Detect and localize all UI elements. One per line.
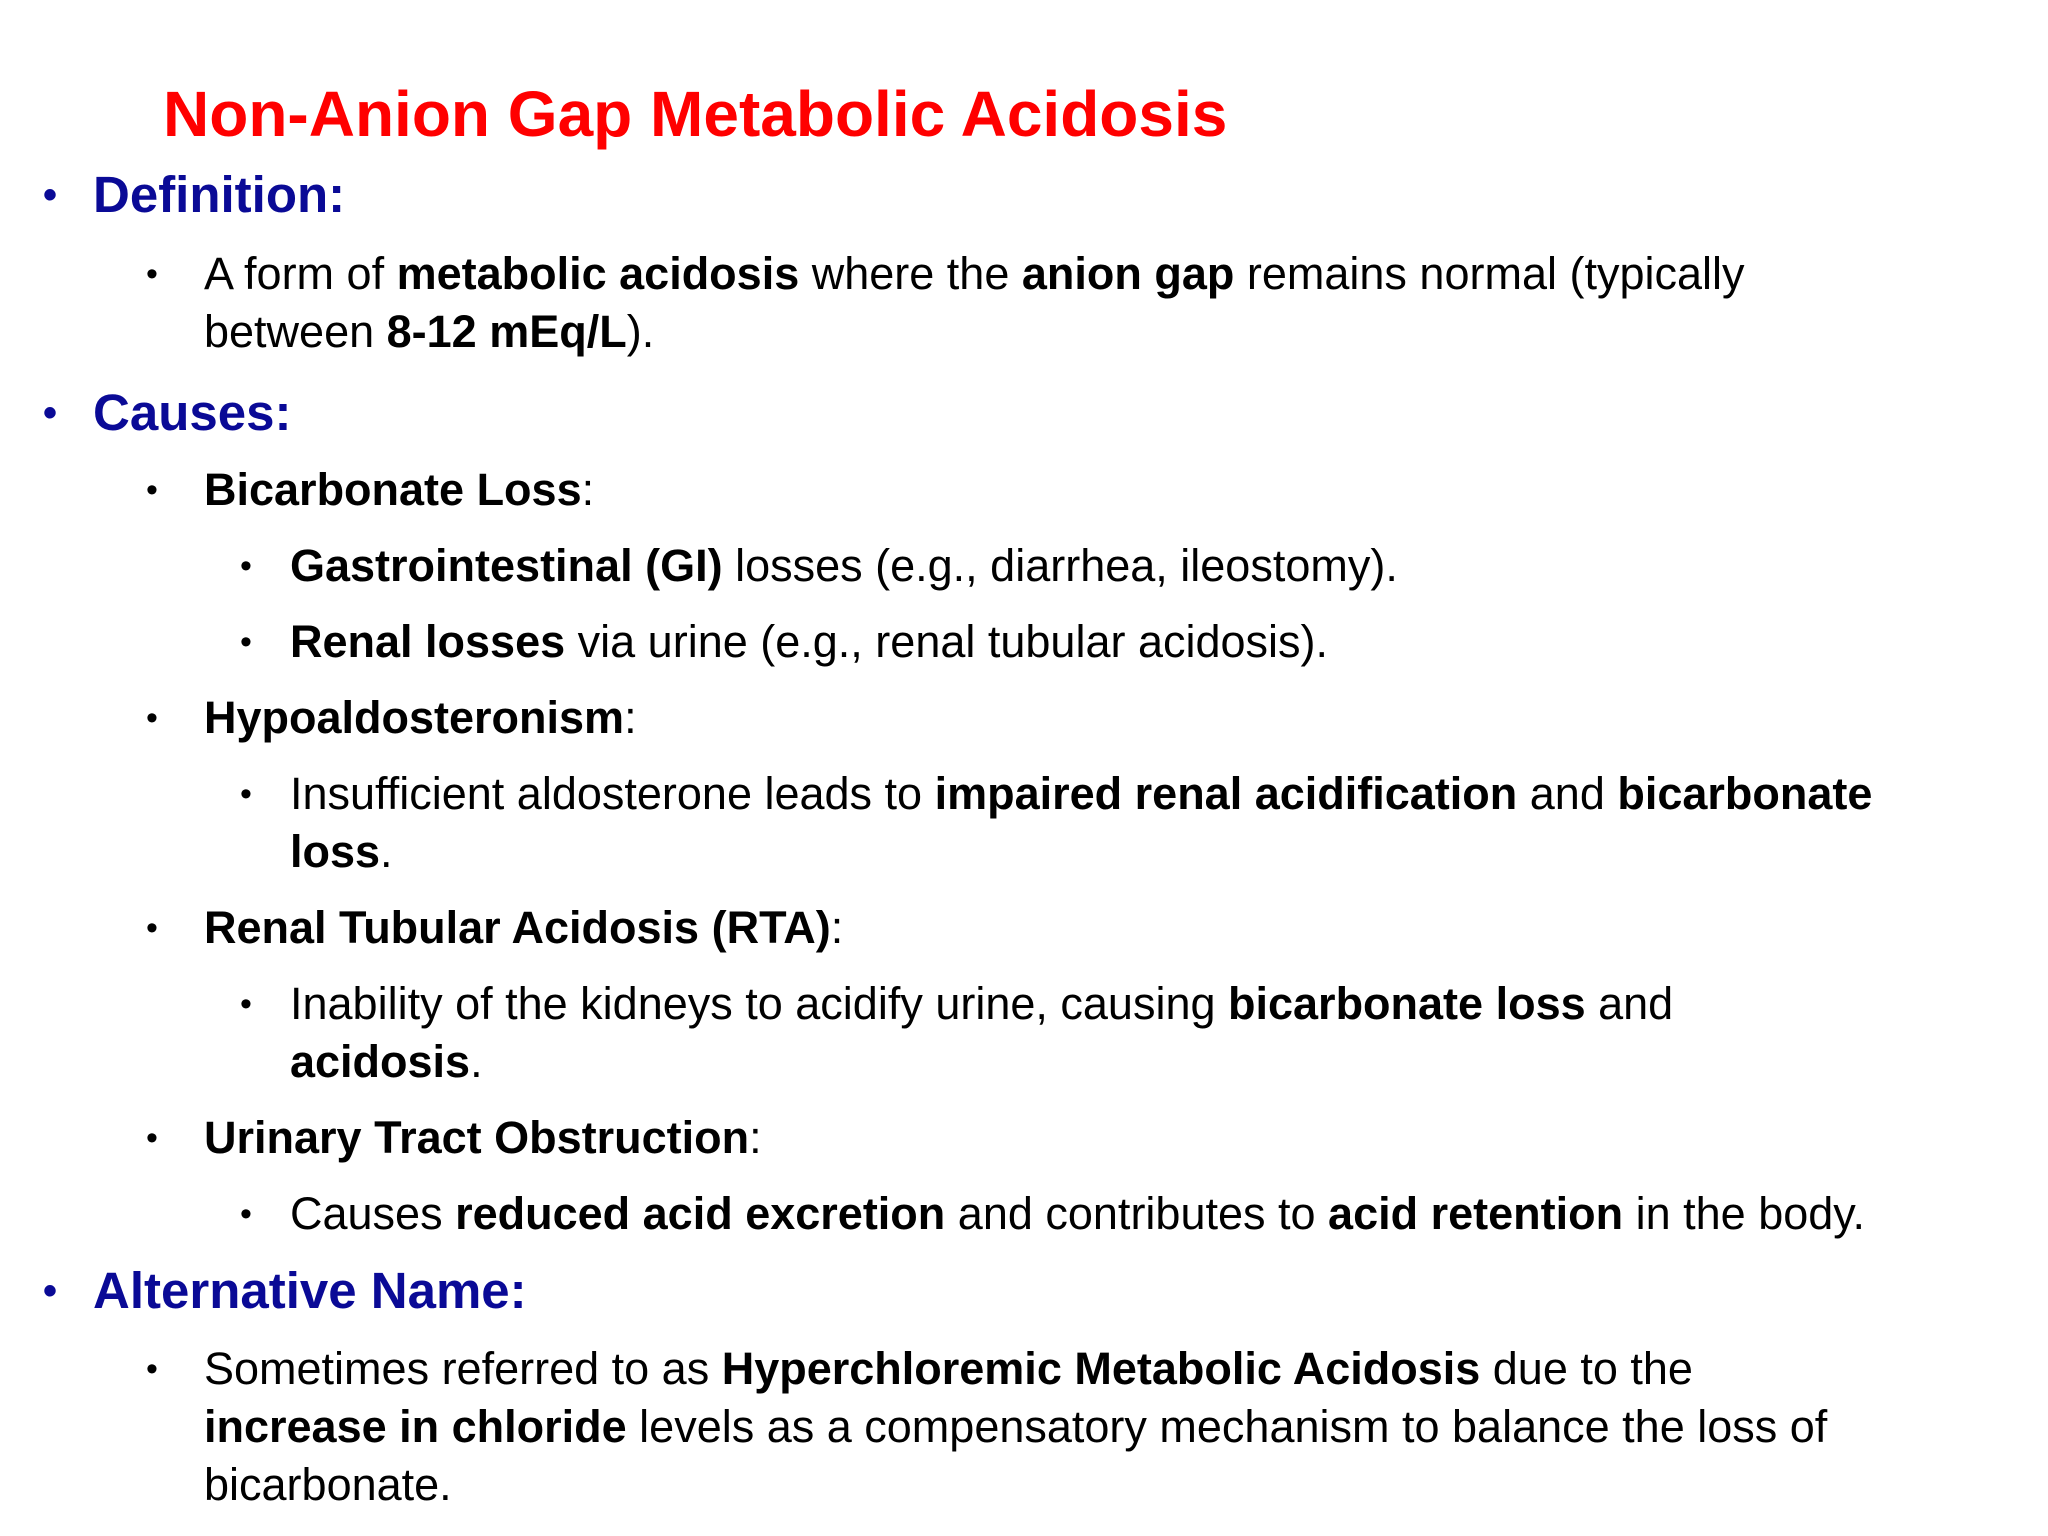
bold-run: Renal losses xyxy=(290,616,566,667)
bullet-icon: • xyxy=(43,391,58,435)
cause-label: Bicarbonate Loss xyxy=(204,464,582,515)
text-run: A form of xyxy=(204,248,397,299)
text-run: : xyxy=(749,1112,762,1163)
bold-run: bicarbonate loss xyxy=(1228,978,1586,1029)
text-run: Insufficient aldosterone leads to xyxy=(290,768,935,819)
bullet-icon: • xyxy=(146,909,158,947)
cause-detail-gi xyxy=(240,537,2020,595)
definition-heading: Definition: xyxy=(93,166,346,223)
bullet-icon: • xyxy=(240,985,252,1023)
bold-run: reduced acid excretion xyxy=(455,1188,946,1239)
text-run: ). xyxy=(626,306,655,357)
text-run: where the xyxy=(799,248,1022,299)
cause-detail-hypoaldosteronism xyxy=(240,765,2020,881)
bold-run: anion gap xyxy=(1021,248,1235,299)
bullet-icon: • xyxy=(240,775,252,813)
text-run: bicarbonate. xyxy=(204,1459,452,1510)
cause-label: Urinary Tract Obstruction xyxy=(204,1112,750,1163)
text-run: Inability of the kidneys to acidify urine, causing xyxy=(290,978,1229,1029)
text-run: remains normal (typically xyxy=(1234,248,1745,299)
bold-run: Hyperchloremic Metabolic Acidosis xyxy=(721,1343,1481,1394)
cause-detail-rta xyxy=(240,975,2020,1091)
bold-run: acidosis xyxy=(290,1036,471,1087)
text-run: between xyxy=(204,306,387,357)
text-run: via urine (e.g., renal tubular acidosis). xyxy=(565,616,1329,667)
bold-run: impaired renal acidification xyxy=(934,768,1518,819)
bullet-icon: • xyxy=(43,1269,58,1313)
bold-run: loss xyxy=(290,826,381,877)
bullet-icon: • xyxy=(146,255,158,293)
section-heading-definition xyxy=(43,166,1993,224)
bullet-icon: • xyxy=(146,1119,158,1157)
cause-label: Renal Tubular Acidosis (RTA) xyxy=(204,902,831,953)
text-run: Causes xyxy=(290,1188,456,1239)
text-run: Sometimes referred to as xyxy=(204,1343,722,1394)
bold-run: Gastrointestinal (GI) xyxy=(290,540,723,591)
bullet-icon: • xyxy=(240,1195,252,1233)
cause-detail-renal xyxy=(240,613,2020,671)
causes-heading: Causes: xyxy=(93,384,292,441)
bullet-icon: • xyxy=(240,547,252,585)
text-run: losses (e.g., diarrhea, ileostomy). xyxy=(722,540,1398,591)
text-run: and xyxy=(1585,978,1674,1029)
alternative-heading: Alternative Name: xyxy=(93,1262,527,1319)
alternative-text xyxy=(146,1340,2004,1514)
text-run: . xyxy=(470,1036,483,1087)
text-run: and contributes to xyxy=(945,1188,1329,1239)
text-run: : xyxy=(581,464,595,515)
bold-run: acid retention xyxy=(1328,1188,1624,1239)
bold-run: bicarbonate xyxy=(1617,768,1873,819)
slide-title: Non-Anion Gap Metabolic Acidosis xyxy=(163,78,1228,150)
cause-rta xyxy=(146,899,2004,957)
text-run: and xyxy=(1517,768,1618,819)
bold-run: increase in chloride xyxy=(204,1401,627,1452)
cause-label: Hypoaldosteronism xyxy=(204,692,625,743)
bullet-icon: • xyxy=(146,471,158,509)
bullet-icon: • xyxy=(240,623,252,661)
text-run: . xyxy=(380,826,393,877)
definition-text xyxy=(146,245,2004,361)
text-run: due to the xyxy=(1480,1343,1693,1394)
cause-obstruction xyxy=(146,1109,2004,1167)
text-run: in the body. xyxy=(1623,1188,1865,1239)
cause-hypoaldosteronism xyxy=(146,689,2004,747)
bullet-icon: • xyxy=(43,173,58,217)
text-run: : xyxy=(624,692,637,743)
bold-run: metabolic acidosis xyxy=(396,248,800,299)
bullet-icon: • xyxy=(146,1350,158,1388)
cause-detail-obstruction xyxy=(240,1185,2020,1243)
bold-run: 8-12 mEq/L xyxy=(386,306,627,357)
text-run: levels as a compensatory mechanism to balance the loss of xyxy=(626,1401,1828,1452)
section-heading-alternative xyxy=(43,1262,1993,1320)
text-run: : xyxy=(830,902,844,953)
bullet-icon: • xyxy=(146,699,158,737)
section-heading-causes xyxy=(43,384,1993,442)
cause-bicarbonate-loss xyxy=(146,461,2004,519)
